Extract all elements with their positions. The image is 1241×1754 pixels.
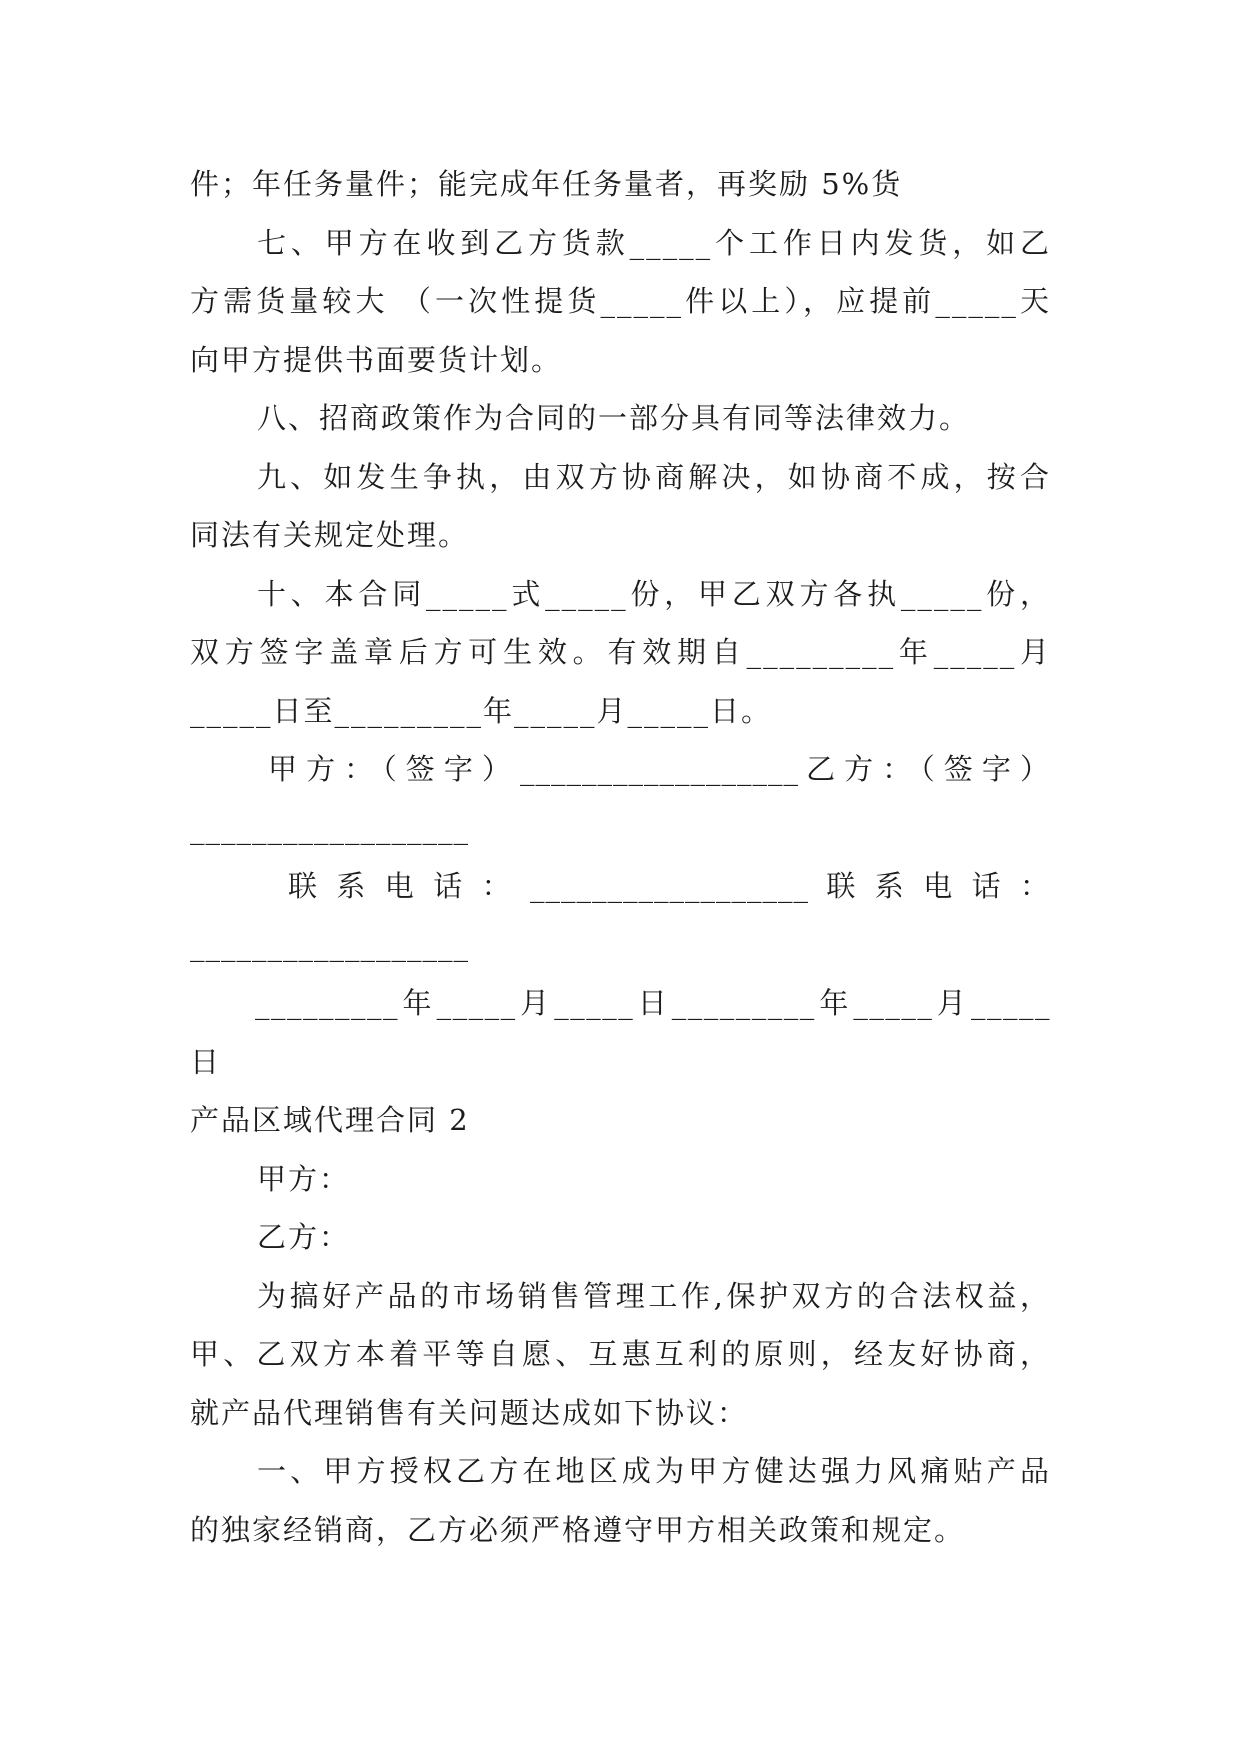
contract-2-heading — [190, 1091, 1051, 1267]
date-row: _________年_____月_____日_________年_____月_____ — [255, 986, 1051, 1020]
contract-2-party-b: 乙方： — [257, 1220, 351, 1254]
party-b-sign-blank: __________________ — [190, 810, 469, 845]
clause-10-line-2: 双方签字盖章后方可生效。有效期自_________年_____月 — [190, 635, 1051, 669]
party-a-phone-label: 联系电话： — [288, 869, 530, 903]
date-row-end: 日 — [190, 1044, 222, 1079]
party-b-phone-blank: __________________ — [190, 927, 469, 962]
clause-1-line-2: 的独家经销商，乙方必须严格遵守甲方相关政策和规定。 — [190, 1512, 966, 1547]
contract-2-preamble — [190, 1267, 1051, 1443]
phone-row — [190, 857, 1051, 916]
phone-row-continued — [190, 916, 1051, 975]
signature-row — [190, 740, 1051, 799]
clause-10-line-1: 十、本合同_____式_____份，甲乙双方各执_____份， — [257, 576, 1051, 611]
clause-8 — [190, 389, 1051, 448]
clause-7-line-1: 七、甲方在收到乙方货款_____个工作日内发货，如乙 — [257, 225, 1051, 260]
clause-7-line-3: 向甲方提供书面要货计划。 — [190, 342, 563, 377]
clause-9 — [190, 448, 1051, 565]
clause-1-line-1: 一、甲方授权乙方在地区成为甲方健达强力风痛贴产品 — [257, 1454, 1051, 1488]
party-b-phone-label: 联系电话： — [809, 869, 1051, 903]
clause-7 — [190, 214, 1051, 390]
preamble-line-2: 甲、乙双方本着平等自愿、互惠互利的原则，经友好协商， — [190, 1337, 1051, 1371]
clause-8-line-1: 八、招商政策作为合同的一部分具有同等法律效力。 — [257, 401, 971, 435]
party-a-phone-blank: __________________ — [530, 869, 809, 903]
party-a-sign-blank: __________________ — [520, 752, 799, 786]
party-a-sign-label: 甲方：（签字） — [268, 752, 520, 786]
contract-2-clause-1 — [190, 1442, 1051, 1559]
contract-2-title: 产品区域代理合同 2 — [190, 1103, 470, 1137]
preamble-line-3: 就产品代理销售有关问题达成如下协议： — [190, 1395, 749, 1430]
clause-7-line-2: 方需货量较大 （一次性提货_____件以上），应提前_____天 — [190, 284, 1051, 318]
preamble-line-1: 为搞好产品的市场销售管理工作,保护双方的合法权益， — [257, 1278, 1051, 1313]
continuation-line: 件；年任务量件；能完成年任务量者，再奖励 5%货 — [190, 167, 903, 201]
contract-2-party-a: 甲方： — [257, 1161, 351, 1196]
continuation-paragraph — [190, 155, 1051, 214]
clause-9-line-2: 同法有关规定处理。 — [190, 518, 470, 552]
clause-10 — [190, 565, 1051, 741]
signature-row-continued — [190, 799, 1051, 858]
party-b-sign-label: 乙方：（签字） — [799, 752, 1051, 786]
clause-10-line-3: _____日至_________年_____月_____日。 — [190, 693, 773, 728]
signature-block — [190, 740, 1051, 1091]
clause-9-line-1: 九、如发生争执，由双方协商解决，如协商不成，按合 — [257, 459, 1051, 494]
